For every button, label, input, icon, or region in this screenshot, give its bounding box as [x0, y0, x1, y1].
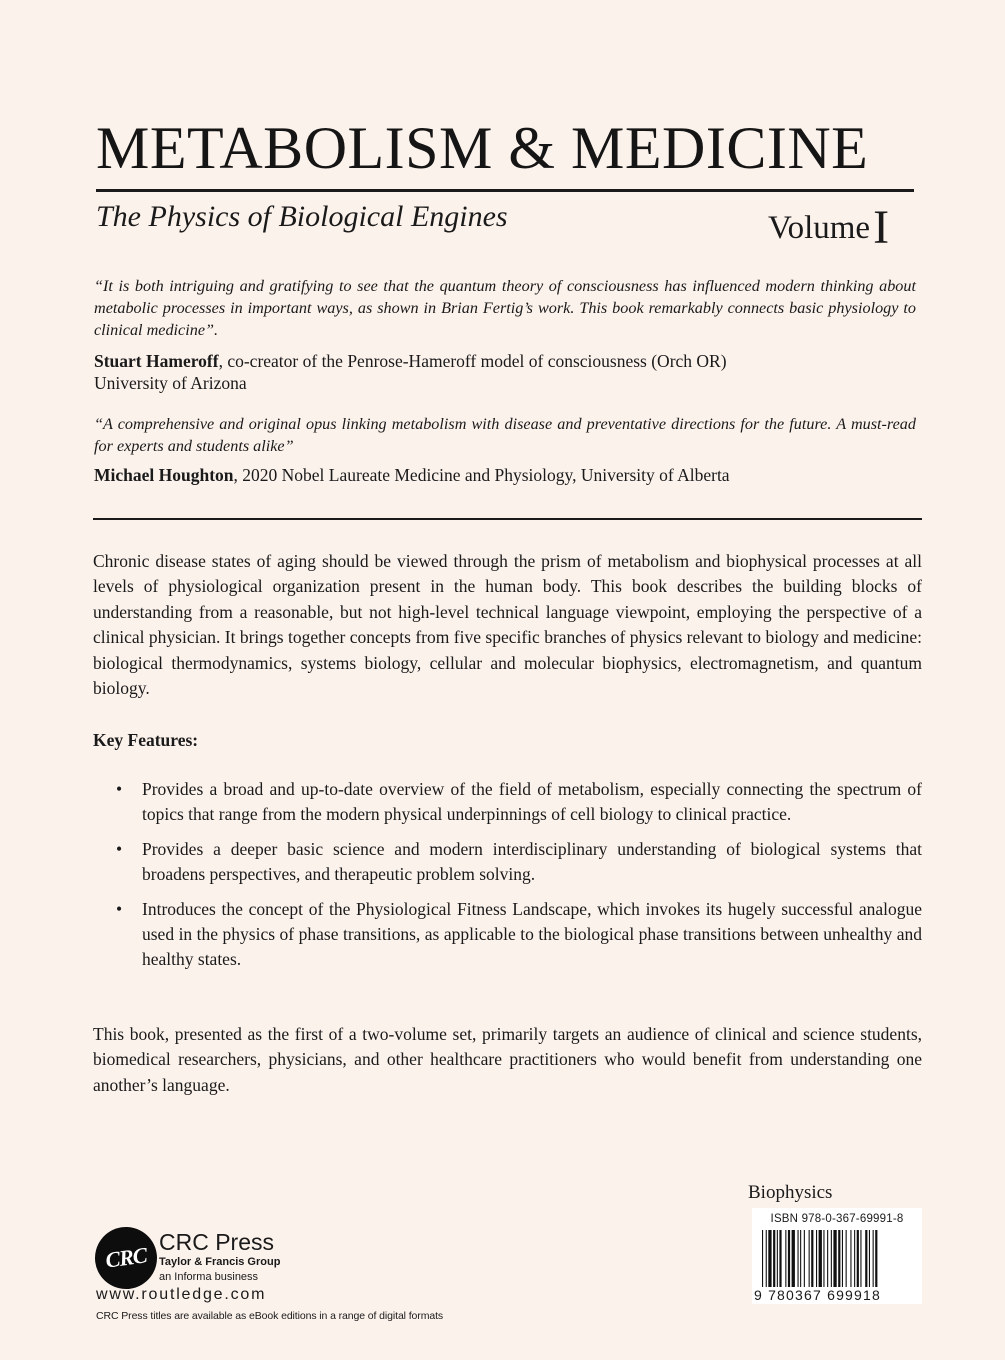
barcode-bar [827, 1230, 828, 1288]
key-features-list [116, 777, 922, 982]
barcode-bar [865, 1230, 867, 1288]
publisher-website[interactable]: www.routledge.com [96, 1286, 267, 1303]
list-item [116, 777, 922, 828]
barcode-bar [857, 1230, 859, 1288]
barcode-bar [811, 1230, 813, 1288]
barcode-bar [842, 1230, 843, 1288]
isbn-digits: 9 780367 699918 [754, 1287, 920, 1303]
publisher-name: CRC Press [159, 1229, 275, 1255]
list-item [116, 837, 922, 888]
title-rule [96, 189, 914, 192]
volume-word: Volume [768, 210, 871, 246]
crc-logo: CRC [91, 1223, 161, 1293]
endorser-name: Stuart Hameroff [94, 351, 219, 371]
list-item [116, 897, 922, 973]
barcode-bar [816, 1230, 817, 1288]
isbn-label: ISBN 978-0-367-69991-8 [770, 1213, 904, 1225]
barcode-bar [846, 1230, 847, 1288]
barcode-bar [777, 1230, 778, 1288]
barcode-bar [809, 1230, 810, 1288]
bullet: • [116, 779, 123, 799]
barcode-bars [756, 1230, 918, 1288]
barcode-bar [875, 1230, 877, 1288]
barcode-bar [831, 1230, 832, 1288]
barcode-bar [873, 1230, 874, 1288]
publisher-group: Taylor & Francis Group [159, 1256, 281, 1268]
publisher-business: an Informa business [159, 1271, 259, 1283]
book-title: METABOLISM & MEDICINE [96, 115, 869, 181]
ebook-note: CRC Press titles are available as eBook editions in a range of digital formats [96, 1310, 444, 1322]
barcode-bar [800, 1230, 801, 1288]
bullet: • [116, 898, 123, 919]
barcode-bar [850, 1230, 851, 1288]
book-description: Chronic disease states of aging should be viewed through the prism of metabolism and biophysical processes at all levels of physiological organization present in the human body. This book describes the building blocks of understanding from a reasonable, but not high-level technical language viewpoint, employing the perspective of a clinical physician. It brings together concepts from five specific branches of physics relevant to biology and medicine: biological thermodynamics, systems biology, cellular and molecular biophysics, electromagnetism, and quantum biology. [93, 551, 922, 699]
barcode-bar [833, 1230, 836, 1288]
barcode-bar [838, 1230, 840, 1288]
barcode-bar [798, 1230, 799, 1288]
barcode-bar [768, 1230, 771, 1288]
barcode-bar [823, 1230, 824, 1288]
endorser-role: , co-creator of the Penrose-Hameroff model of consciousness (Orch OR) [218, 351, 727, 371]
barcode-bar [819, 1230, 822, 1288]
barcode-bar [869, 1230, 870, 1288]
endorser-role: , 2020 Nobel Laureate Medicine and Physiology, University of Alberta [233, 465, 730, 485]
feature-text: Provides a deeper basic science and modern interdisciplinary understanding of biological systems that broadens perspectives, and therapeutic problem solving. [142, 838, 922, 885]
endorsement-quote-2: “A comprehensive and original opus linking metabolism with disease and preventative directions for the future. A must-read for experts and students alike” [94, 415, 916, 455]
bullet: • [116, 838, 123, 859]
publisher-block [159, 1230, 280, 1284]
subject-category: Biophysics [748, 1182, 833, 1203]
endorser-affiliation: University of Arizona [94, 373, 247, 393]
endorser-name: Michael Houghton [94, 465, 234, 485]
volume-number: I [873, 201, 890, 254]
endorsement-quote-1: “It is both intriguing and gratifying to see that the quantum theory of consciousness has influenced modern thinking about metabolic processes in important ways, as shown in Brian Fertig’s work. This book remarkably connects basic physiology to clinical medicine”. [94, 277, 916, 339]
isbn-barcode [752, 1208, 922, 1304]
barcode-bar [788, 1230, 790, 1288]
feature-text: Introduces the concept of the Physiological Fitness Landscape, which invokes its hugely successful analogue used in the physics of phase transitions, as applicable to the biological phase transitions between unhealthy and healthy states. [142, 898, 922, 970]
barcode-bar [773, 1230, 775, 1288]
barcode-bar [785, 1230, 786, 1288]
audience-paragraph: This book, presented as the first of a two-volume set, primarily targets an audience of clinical and science students, biomedical researchers, physicians, and other healthcare practitioners who would benefit from understanding one another’s language. [93, 1024, 922, 1095]
key-features-heading: Key Features: [93, 730, 199, 750]
endorsement-attribution-2 [94, 464, 934, 486]
barcode-bar [762, 1230, 763, 1288]
volume-label [768, 200, 889, 255]
book-subtitle: The Physics of Biological Engines [96, 200, 508, 233]
barcode-bar [766, 1230, 767, 1288]
section-divider [93, 518, 922, 520]
barcode-bar [792, 1230, 795, 1288]
barcode-bar [860, 1230, 861, 1288]
endorsement-attribution-1 [94, 350, 934, 394]
barcode-bar [804, 1230, 805, 1288]
feature-text: Provides a broad and up-to-date overview of the field of metabolism, especially connecting the spectrum of topics that range from the modern physical underpinnings of cell biology to clinical practice. [142, 779, 922, 825]
barcode-bar [779, 1230, 781, 1288]
barcode-bar [854, 1230, 855, 1288]
